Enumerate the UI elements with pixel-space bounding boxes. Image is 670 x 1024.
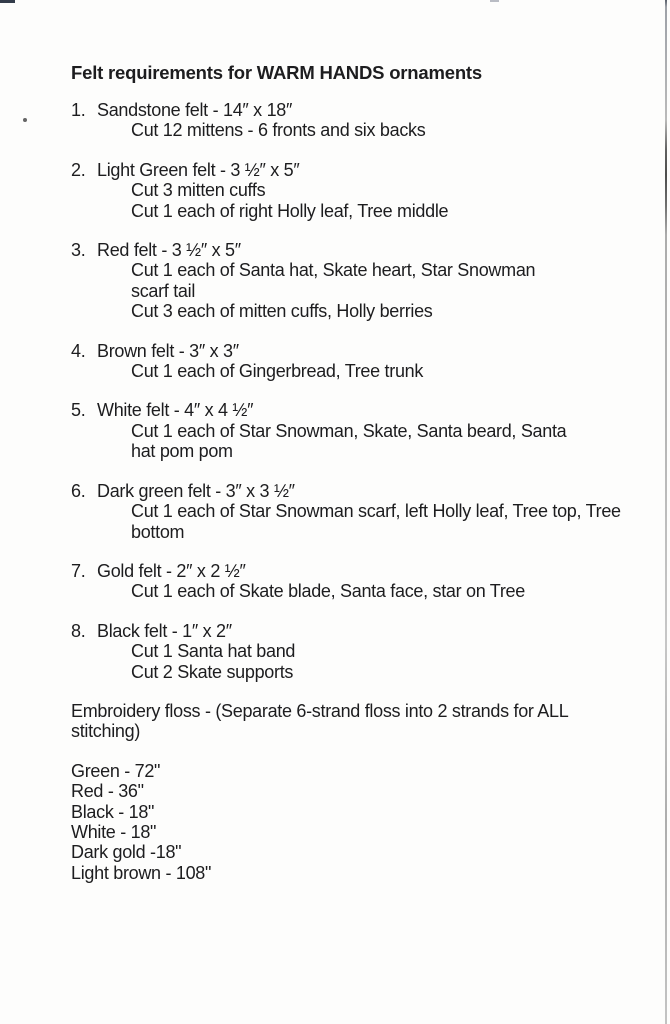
item-number: 5. (71, 400, 86, 421)
item-number: 8. (71, 620, 86, 641)
cut-line: Cut 3 mitten cuffs (131, 180, 266, 201)
cut-line: Cut 1 each of Gingerbread, Tree trunk (131, 361, 424, 382)
cut-line: Cut 1 each of right Holly leaf, Tree middle (131, 200, 449, 221)
item-label: Black felt - 1″ x 2″ (97, 620, 232, 641)
cut-line: Cut 1 each of Star Snowman, Skate, Santa beard, Santa hat pom pom (131, 420, 567, 462)
felt-item-3 (71, 240, 670, 322)
item-label: Red felt - 3 ½″ x 5″ (97, 240, 241, 261)
item-number: 7. (71, 560, 86, 581)
felt-item-6 (71, 481, 670, 542)
scan-artifact-speck (23, 118, 27, 122)
scan-artifact-dash (490, 0, 499, 2)
item-number: 6. (71, 480, 86, 501)
cut-line: Cut 1 each of Santa hat, Skate heart, Star Snowman scarf tail (131, 260, 536, 301)
scan-artifact-corner (0, 0, 15, 3)
floss-line-green: Green - 72" (71, 760, 161, 781)
cut-line: Cut 12 mittens - 6 fronts and six backs (131, 120, 426, 141)
floss-line-white: White - 18" (71, 821, 157, 842)
felt-item-8 (71, 621, 670, 682)
floss-list (71, 761, 670, 883)
item-number: 1. (71, 100, 86, 120)
felt-item-4 (71, 341, 670, 382)
floss-line-light-brown: Light brown - 108" (71, 862, 212, 883)
item-label: Gold felt - 2″ x 2 ½″ (97, 560, 246, 581)
floss-line-black: Black - 18" (71, 801, 155, 822)
floss-line-red: Red - 36" (71, 781, 144, 802)
item-label: Dark green felt - 3″ x 3 ½″ (97, 480, 295, 501)
cut-line: Cut 1 each of Skate blade, Santa face, star on Tree (131, 581, 525, 602)
cut-line: Cut 1 Santa hat band (131, 641, 296, 662)
felt-item-5 (71, 400, 670, 461)
item-label: Light Green felt - 3 ½″ x 5″ (97, 159, 300, 180)
felt-item-1 (71, 100, 670, 141)
floss-note: Embroidery floss - (Separate 6-strand floss into 2 strands for ALL stitching) (71, 700, 568, 742)
felt-item-7 (71, 561, 670, 602)
cut-line: Cut 2 Skate supports (131, 661, 294, 682)
item-number: 3. (71, 240, 86, 261)
item-number: 4. (71, 340, 86, 361)
felt-item-2 (71, 160, 670, 221)
cut-line: Cut 3 each of mitten cuffs, Holly berries (131, 301, 433, 322)
item-label: Sandstone felt - 14″ x 18″ (97, 100, 293, 120)
scan-artifact-page-edge (665, 0, 667, 1024)
cut-line: Cut 1 each of Star Snowman scarf, left Holly leaf, Tree top, Tree bottom (131, 501, 621, 542)
item-label: Brown felt - 3″ x 3″ (97, 340, 239, 361)
item-label: White felt - 4″ x 4 ½″ (97, 400, 254, 421)
item-number: 2. (71, 159, 86, 180)
page-title: Felt requirements for WARM HANDS ornaments (71, 62, 482, 83)
floss-line-dark-gold: Dark gold -18" (71, 842, 182, 863)
page-content (71, 100, 670, 883)
